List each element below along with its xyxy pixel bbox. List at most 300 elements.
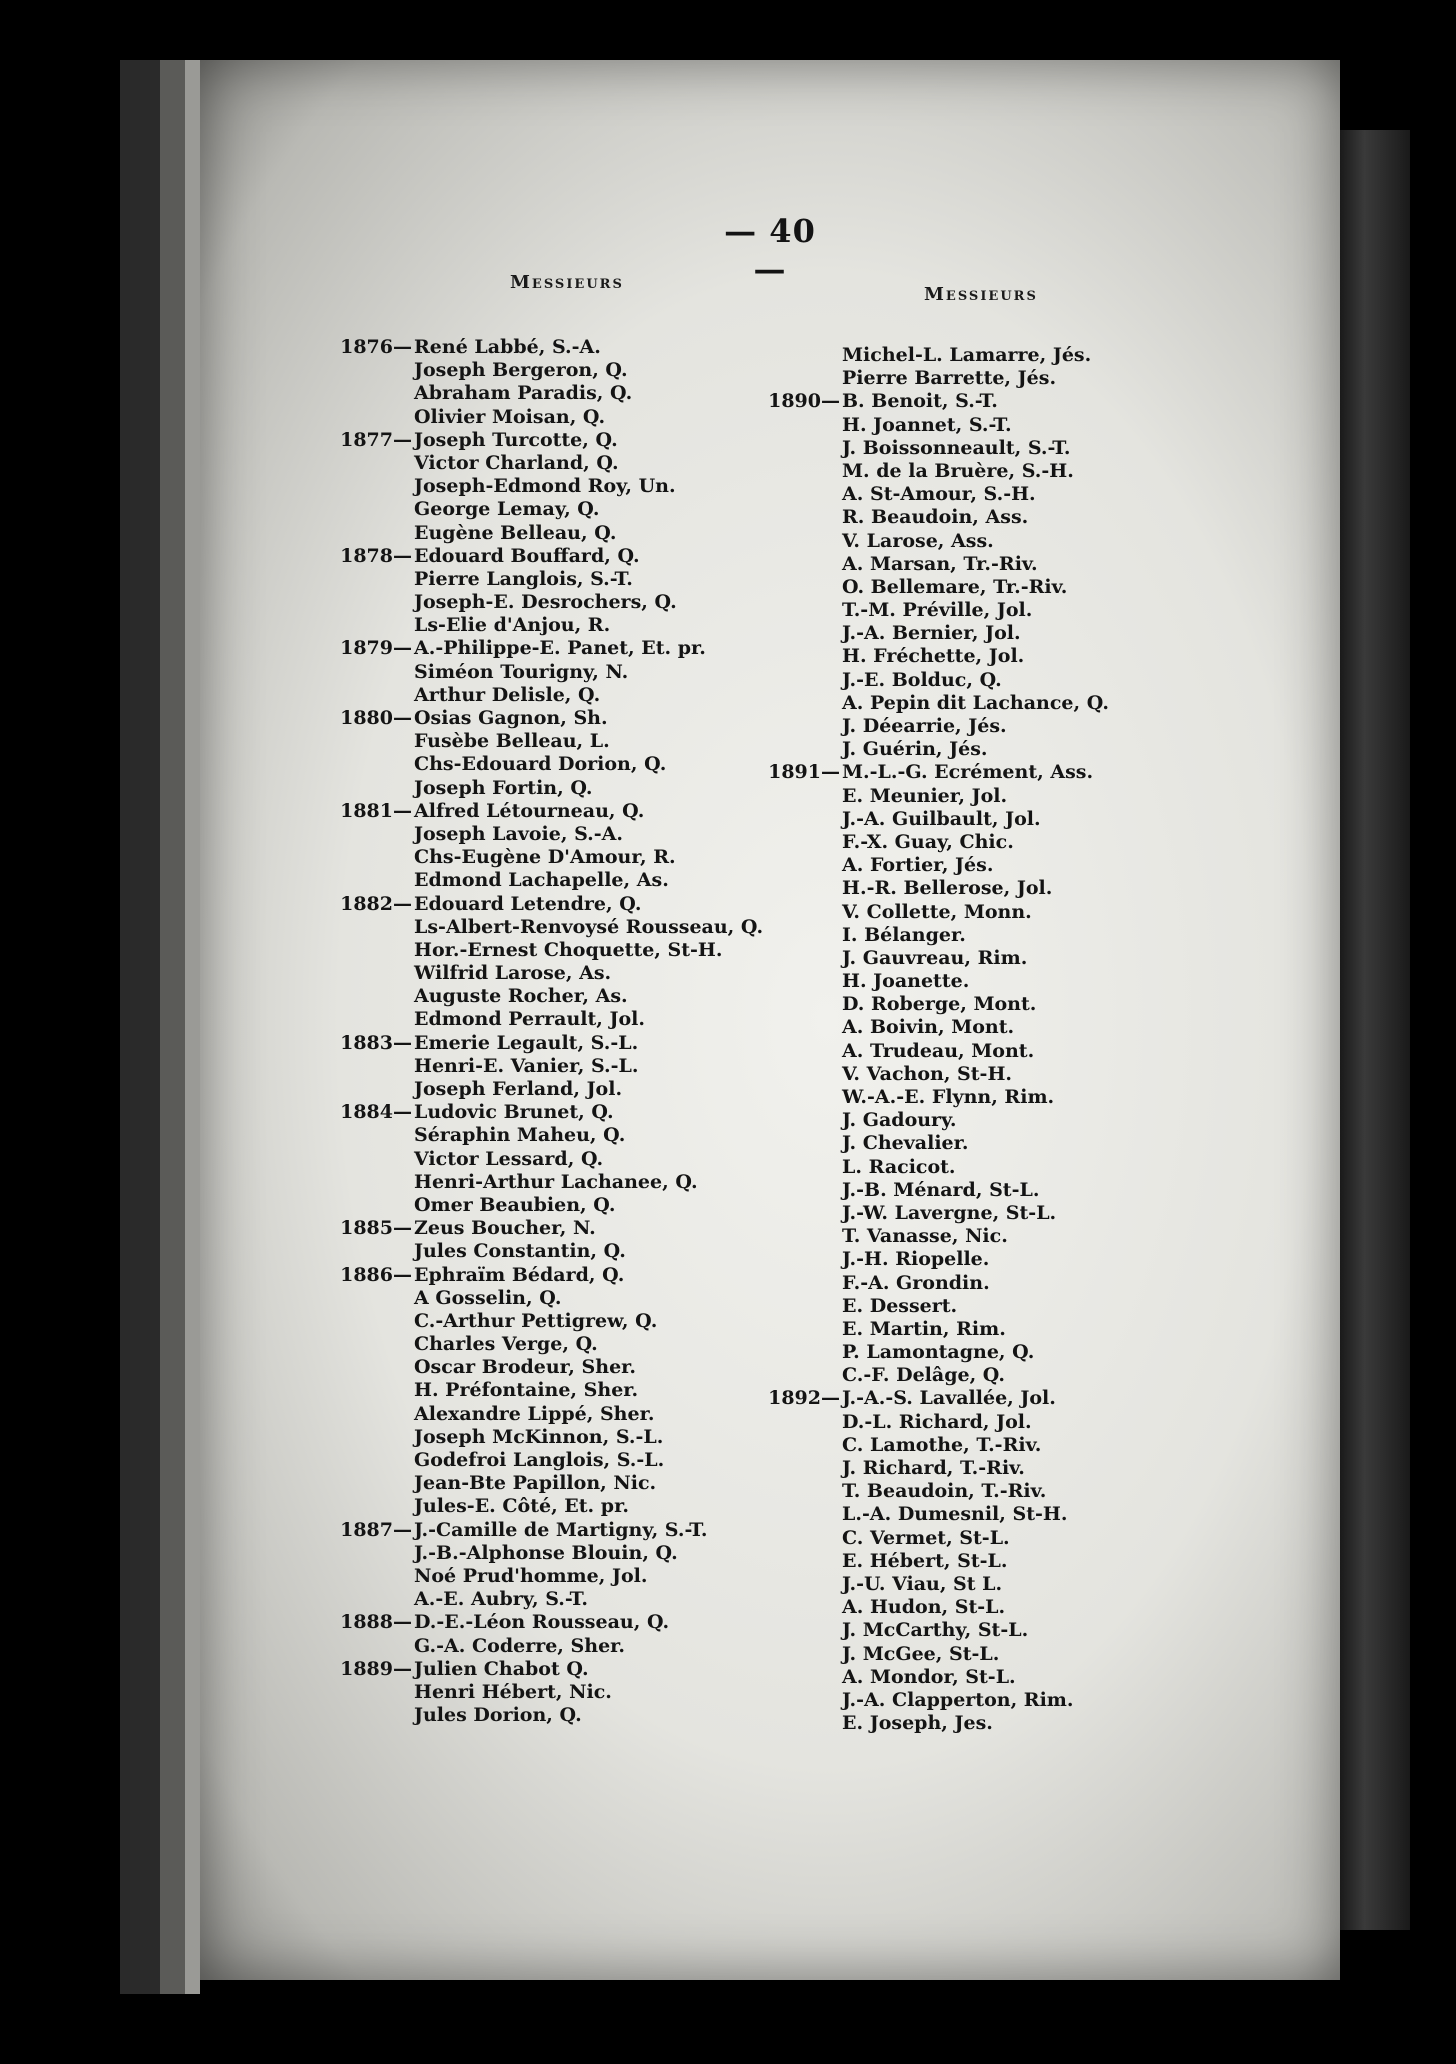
year-label (330, 1356, 412, 1379)
person-name: Joseph Turcotte, Q. (414, 428, 618, 451)
year-label (758, 785, 840, 808)
year-label (330, 522, 412, 545)
person-name: Joseph Bergeron, Q. (414, 359, 628, 382)
person-name: J. Richard, T.-Riv. (842, 1457, 1025, 1479)
list-item (758, 1619, 1158, 1642)
list-item (758, 715, 1158, 738)
year-label (330, 1287, 412, 1310)
person-name: Edmond Lachapelle, As. (414, 869, 669, 892)
left-name-list (330, 336, 770, 1727)
year-label (330, 1472, 412, 1495)
list-item (758, 901, 1158, 924)
person-name: Auguste Rocher, As. (414, 985, 628, 1008)
person-name: Alfred Létourneau, Q. (414, 799, 645, 822)
person-name: Joseph-E. Desrochers, Q. (414, 591, 677, 614)
year-label (330, 846, 412, 869)
person-name: Michel-L. Lamarre, Jés. (842, 344, 1092, 366)
list-item (330, 1356, 770, 1379)
year-label (330, 869, 412, 892)
person-name: J.-A.-S. Lavallée, Jol. (842, 1387, 1056, 1410)
person-name: Omer Beaubien, Q. (414, 1193, 616, 1216)
year-label: 1876— (340, 336, 412, 358)
person-name: A Gosselin, Q. (414, 1286, 562, 1309)
list-item (330, 777, 770, 800)
year-label (758, 1225, 840, 1248)
year-label (758, 506, 840, 529)
year-label (330, 1426, 412, 1449)
person-name: G.-A. Coderre, Sher. (414, 1634, 626, 1657)
year-label (758, 1364, 840, 1387)
person-name: Ls-Elie d'Anjou, R. (414, 614, 611, 637)
year-label: 1880— (340, 707, 412, 729)
person-name: T. Vanasse, Nic. (842, 1225, 1008, 1248)
list-item (758, 947, 1158, 970)
person-name: J. McGee, St-L. (842, 1642, 1000, 1665)
year-label (758, 1573, 840, 1596)
list-item (330, 707, 770, 730)
list-item (330, 985, 770, 1008)
year-label (330, 962, 412, 985)
year-label (330, 498, 412, 521)
list-item (758, 970, 1158, 993)
list-item (758, 1202, 1158, 1225)
list-item (758, 645, 1158, 668)
list-item (330, 568, 770, 591)
list-item (758, 1016, 1158, 1039)
list-item (330, 661, 770, 684)
list-item (758, 553, 1158, 576)
list-item (758, 1712, 1158, 1735)
person-name: Henri-Arthur Lachanee, Q. (414, 1170, 698, 1193)
year-label: 1888— (340, 1611, 412, 1634)
person-name: P. Lamontagne, Q. (842, 1341, 1035, 1364)
person-name: J.-A. Guilbault, Jol. (842, 807, 1041, 830)
list-item (330, 753, 770, 776)
person-name: I. Bélanger. (842, 923, 966, 946)
person-name: R. Beaudoin, Ass. (842, 506, 1029, 529)
person-name: J.-B. Ménard, St-L. (842, 1178, 1040, 1201)
list-item (758, 1527, 1158, 1550)
year-label (758, 553, 840, 576)
person-name: Noé Prud'homme, Jol. (414, 1564, 648, 1587)
list-item (330, 498, 770, 521)
person-name: V. Collette, Monn. (842, 900, 1032, 923)
person-name: Jules Dorion, Q. (414, 1704, 582, 1727)
list-item (330, 1519, 770, 1542)
person-name: H. Joannet, S.-T. (842, 413, 1012, 436)
list-item (330, 1403, 770, 1426)
person-name: Hor.-Ernest Choquette, St-H. (414, 938, 723, 961)
year-label (330, 1124, 412, 1147)
person-name: J.-Camille de Martigny, S.-T. (414, 1518, 708, 1541)
list-item (758, 993, 1158, 1016)
list-item (758, 808, 1158, 831)
person-name: J.-A. Bernier, Jol. (842, 622, 1021, 645)
person-name: Edouard Bouffard, Q. (414, 544, 640, 567)
year-label (758, 1666, 840, 1689)
list-item (758, 1411, 1158, 1434)
year-label (758, 1434, 840, 1457)
year-label (758, 1156, 840, 1179)
list-item (758, 622, 1158, 645)
year-label (758, 367, 840, 390)
person-name: W.-A.-E. Flynn, Rim. (842, 1086, 1055, 1108)
person-name: Jean-Bte Papillon, Nic. (414, 1472, 657, 1495)
person-name: A.-Philippe-E. Panet, Et. pr. (414, 637, 706, 660)
year-label: 1882— (340, 892, 412, 915)
year-label (758, 1712, 840, 1735)
person-name: Séraphin Maheu, Q. (414, 1124, 626, 1147)
year-label (330, 1704, 412, 1727)
year-label (758, 437, 840, 460)
year-label (758, 1109, 840, 1132)
year-label (758, 1063, 840, 1086)
list-item (758, 1457, 1158, 1480)
year-label (758, 576, 840, 599)
person-name: E. Meunier, Jol. (842, 784, 1008, 807)
person-name: M.-L.-G. Ecrément, Ass. (842, 761, 1094, 784)
year-label (330, 1194, 412, 1217)
person-name: A. Fortier, Jés. (842, 854, 994, 877)
person-name: Joseph Fortin, Q. (414, 776, 593, 799)
year-label (758, 1179, 840, 1202)
year-label (758, 738, 840, 761)
list-item (758, 506, 1158, 529)
list-item (758, 785, 1158, 808)
person-name: J. McCarthy, St-L. (842, 1619, 1029, 1642)
person-name: A. Boivin, Mont. (842, 1016, 1015, 1039)
list-item (330, 916, 770, 939)
list-item (330, 1078, 770, 1101)
list-item (758, 1550, 1158, 1573)
year-label (330, 1403, 412, 1426)
list-item (330, 1264, 770, 1287)
list-item (330, 522, 770, 545)
list-item (330, 846, 770, 869)
person-name: J. Gadoury. (842, 1109, 957, 1132)
year-label (330, 1171, 412, 1194)
year-label (758, 1596, 840, 1619)
list-item (330, 1426, 770, 1449)
year-label (758, 947, 840, 970)
year-label (330, 777, 412, 800)
person-name: F.-X. Guay, Chic. (842, 830, 1014, 853)
list-item (758, 1156, 1158, 1179)
person-name: A. St-Amour, S.-H. (842, 483, 1036, 506)
page-number: — 40 — (724, 212, 816, 288)
year-label (758, 1086, 840, 1109)
person-name: L.-A. Dumesnil, St-H. (842, 1503, 1068, 1526)
person-name: Arthur Delisle, Q. (414, 683, 601, 706)
person-name: Osias Gagnon, Sh. (414, 707, 608, 729)
list-item (758, 1272, 1158, 1295)
year-label: 1879— (340, 637, 412, 660)
person-name: E. Hébert, St-L. (842, 1549, 1008, 1572)
list-item (330, 1008, 770, 1031)
list-item (758, 460, 1158, 483)
person-name: H. Fréchette, Jol. (842, 645, 1025, 668)
list-item (758, 1596, 1158, 1619)
year-label (758, 1318, 840, 1341)
year-label (758, 1689, 840, 1712)
person-name: Joseph Ferland, Jol. (414, 1078, 623, 1100)
person-name: Victor Lessard, Q. (414, 1147, 604, 1170)
person-name: A. Mondor, St-L. (842, 1665, 1016, 1688)
list-item (758, 599, 1158, 622)
person-name: Zeus Boucher, N. (414, 1217, 596, 1240)
year-label (330, 359, 412, 382)
list-item (758, 854, 1158, 877)
year-label (758, 1040, 840, 1063)
year-label: 1886— (340, 1263, 412, 1286)
list-item (758, 1225, 1158, 1248)
year-label (758, 599, 840, 622)
year-label (758, 530, 840, 553)
list-item (330, 800, 770, 823)
person-name: Charles Verge, Q. (414, 1333, 598, 1356)
list-item (330, 614, 770, 637)
book-spine-shadow (1340, 130, 1410, 1930)
list-item (330, 869, 770, 892)
list-item (330, 545, 770, 568)
list-item (758, 530, 1158, 553)
list-item (330, 1542, 770, 1565)
person-name: George Lemay, Q. (414, 498, 600, 521)
list-item (758, 692, 1158, 715)
person-name: Chs-Eugène D'Amour, R. (414, 846, 676, 869)
list-item (758, 1643, 1158, 1666)
person-name: C. Lamothe, T.-Riv. (842, 1433, 1042, 1456)
list-item (330, 452, 770, 475)
list-item (758, 576, 1158, 599)
person-name: V. Larose, Ass. (842, 529, 994, 552)
person-name: Eugène Belleau, Q. (414, 521, 617, 544)
year-label (758, 901, 840, 924)
person-name: Ludovic Brunet, Q. (414, 1101, 614, 1124)
column-heading-left: Messieurs (510, 272, 624, 293)
year-label (330, 661, 412, 684)
list-item (330, 1681, 770, 1704)
person-name: A. Marsan, Tr.-Riv. (842, 552, 1038, 575)
list-item (758, 738, 1158, 761)
person-name: O. Bellemare, Tr.-Riv. (842, 575, 1068, 598)
year-label (758, 1457, 840, 1480)
person-name: Wilfrid Larose, As. (414, 962, 612, 985)
year-label (758, 1341, 840, 1364)
year-label (330, 1240, 412, 1263)
list-item (330, 1217, 770, 1240)
year-label (330, 475, 412, 498)
year-label: 1889— (340, 1657, 412, 1680)
year-label (758, 1295, 840, 1318)
year-label (758, 993, 840, 1016)
list-item (330, 939, 770, 962)
person-name: H.-R. Bellerose, Jol. (842, 877, 1053, 900)
person-name: Joseph-Edmond Roy, Un. (414, 475, 676, 498)
year-label (330, 382, 412, 405)
year-label (758, 854, 840, 877)
person-name: J. Chevalier. (842, 1132, 969, 1155)
year-label: 1883— (340, 1031, 412, 1054)
person-name: E. Martin, Rim. (842, 1317, 1006, 1340)
person-name: Chs-Edouard Dorion, Q. (414, 753, 667, 776)
year-label (330, 753, 412, 776)
year-label (758, 1643, 840, 1666)
list-item (330, 1379, 770, 1402)
person-name: Victor Charland, Q. (414, 451, 619, 474)
list-item (758, 1109, 1158, 1132)
year-label (330, 1379, 412, 1402)
person-name: Jules Constantin, Q. (414, 1240, 626, 1263)
person-name: Edouard Letendre, Q. (414, 892, 642, 915)
list-item (758, 1179, 1158, 1202)
person-name: T.-M. Préville, Jol. (842, 599, 1033, 622)
year-label (758, 414, 840, 437)
person-name: Pierre Langlois, S.-T. (414, 567, 633, 590)
person-name: Julien Chabot Q. (414, 1657, 589, 1680)
list-item (330, 1588, 770, 1611)
year-label (330, 985, 412, 1008)
list-item (758, 1040, 1158, 1063)
person-name: Henri-E. Vanier, S.-L. (414, 1054, 639, 1077)
list-item (330, 1124, 770, 1147)
year-label: 1878— (340, 544, 412, 567)
year-label (758, 970, 840, 993)
year-label (758, 483, 840, 506)
list-item (330, 1635, 770, 1658)
list-item (758, 344, 1158, 367)
year-label (758, 808, 840, 831)
person-name: Ephraïm Bédard, Q. (414, 1263, 625, 1286)
list-item (330, 1194, 770, 1217)
list-item (330, 1032, 770, 1055)
person-name: J.-H. Riopelle. (842, 1248, 990, 1271)
person-name: Fusèbe Belleau, L. (414, 730, 610, 753)
year-label (758, 1202, 840, 1225)
year-label (330, 568, 412, 591)
list-item (330, 1055, 770, 1078)
year-label (758, 1480, 840, 1503)
column-heading-right: Messieurs (924, 284, 1038, 305)
year-label (330, 1449, 412, 1472)
person-name: Joseph Lavoie, S.-A. (414, 822, 623, 845)
list-item (758, 1295, 1158, 1318)
list-item (758, 1666, 1158, 1689)
person-name: D.-E.-Léon Rousseau, Q. (414, 1611, 670, 1634)
person-name: E. Dessert. (842, 1294, 958, 1317)
right-name-list (758, 344, 1158, 1735)
person-name: A. Pepin dit Lachance, Q. (842, 691, 1109, 714)
person-name: Emerie Legault, S.-L. (414, 1031, 639, 1054)
list-item (758, 1318, 1158, 1341)
list-item (330, 359, 770, 382)
year-label (758, 1248, 840, 1271)
year-label (758, 1503, 840, 1526)
person-name: J.-U. Viau, St L. (842, 1572, 1003, 1595)
list-item (758, 437, 1158, 460)
list-item (758, 1689, 1158, 1712)
year-label (330, 1542, 412, 1565)
year-label (330, 452, 412, 475)
list-item (330, 1310, 770, 1333)
year-label (330, 1495, 412, 1518)
list-item (330, 1171, 770, 1194)
person-name: J. Guérin, Jés. (842, 738, 988, 761)
list-item (758, 1573, 1158, 1596)
list-item (758, 483, 1158, 506)
year-label: 1884— (340, 1101, 412, 1124)
year-label (758, 692, 840, 715)
year-label (758, 1132, 840, 1155)
year-label (758, 715, 840, 738)
year-label (758, 1016, 840, 1039)
person-name: V. Vachon, St-H. (842, 1062, 1013, 1085)
list-item (758, 367, 1158, 390)
list-item (330, 1287, 770, 1310)
person-name: René Labbé, S.-A. (414, 336, 601, 358)
list-item (758, 1341, 1158, 1364)
year-label (330, 1588, 412, 1611)
list-item (330, 475, 770, 498)
year-label: 1881— (340, 799, 412, 822)
year-label: 1885— (340, 1217, 412, 1240)
page-edge-stack (185, 60, 200, 1994)
person-name: Oscar Brodeur, Sher. (414, 1356, 637, 1379)
year-label (330, 1681, 412, 1704)
year-label (330, 406, 412, 429)
list-item (330, 684, 770, 707)
list-item (330, 429, 770, 452)
person-name: C.-F. Delâge, Q. (842, 1364, 1006, 1387)
person-name: J. Boissonneault, S.-T. (842, 436, 1071, 459)
person-name: M. de la Bruère, S.-H. (842, 459, 1074, 482)
list-item (758, 390, 1158, 413)
page-edge-stack (120, 60, 160, 1994)
list-item (330, 730, 770, 753)
list-item (330, 1611, 770, 1634)
year-label (758, 622, 840, 645)
list-item (330, 1148, 770, 1171)
person-name: Abraham Paradis, Q. (414, 382, 633, 405)
year-label (330, 591, 412, 614)
person-name: H. Joanette. (842, 970, 970, 993)
list-item (330, 962, 770, 985)
year-label (758, 877, 840, 900)
year-label (330, 823, 412, 846)
list-item (758, 1063, 1158, 1086)
person-name: F.-A. Grondin. (842, 1271, 990, 1294)
year-label (330, 730, 412, 753)
list-item (330, 637, 770, 660)
year-label (758, 669, 840, 692)
list-item (758, 1364, 1158, 1387)
list-item (330, 1658, 770, 1681)
list-item (330, 1101, 770, 1124)
list-item (758, 1503, 1158, 1526)
person-name: Godefroi Langlois, S.-L. (414, 1449, 665, 1471)
list-item (758, 924, 1158, 947)
year-label: 1892— (768, 1387, 840, 1410)
list-item (758, 1434, 1158, 1457)
list-item (758, 1387, 1158, 1410)
person-name: B. Benoit, S.-T. (842, 390, 998, 413)
person-name: Siméon Tourigny, N. (414, 660, 629, 683)
year-label (758, 831, 840, 854)
year-label (758, 1272, 840, 1295)
person-name: C.-Arthur Pettigrew, Q. (414, 1309, 658, 1332)
list-item (758, 1248, 1158, 1271)
person-name: L. Racicot. (842, 1155, 956, 1178)
